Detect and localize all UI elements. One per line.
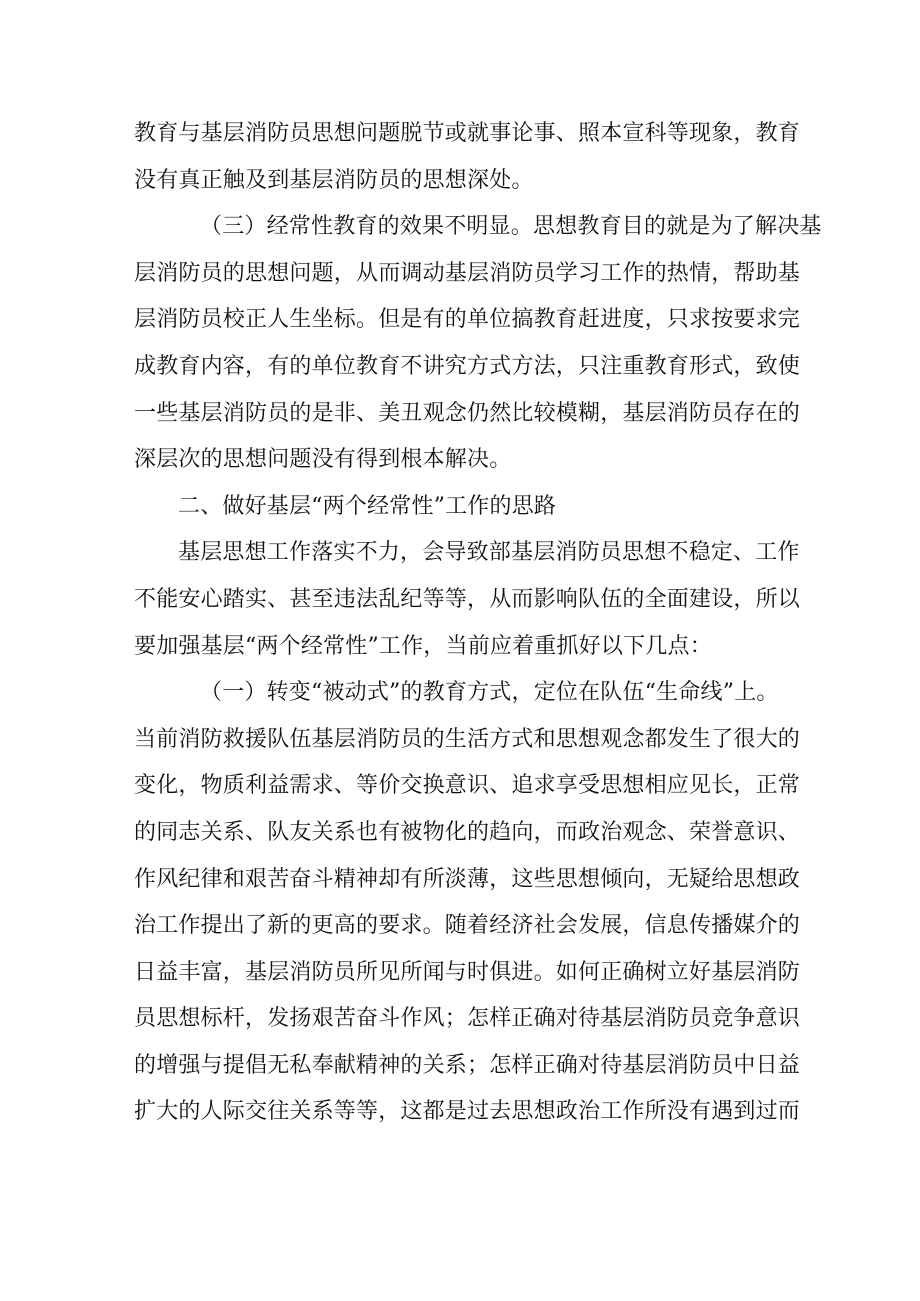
document-body — [134, 111, 822, 1136]
text-line: 作风纪律和艰苦奋斗精神却有所淡薄，这些思想倾向，无疑给思想政 — [134, 866, 801, 892]
text-line: 层消防员的思想问题，从而调动基层消防员学习工作的热情，帮助基 — [134, 260, 801, 286]
text-line: 治工作提出了新的更高的要求。随着经济社会发展，信息传播媒介的 — [134, 913, 801, 939]
text-line: 日益丰富，基层消防员所见所闻与时俱进。如何正确树立好基层消防 — [134, 959, 801, 985]
text-line: 扩大的人际交往关系等等，这都是过去思想政治工作所没有遇到过而 — [134, 1099, 801, 1125]
text-line: 层消防员校正人生坐标。但是有的单位搞教育赶进度，只求按要求完 — [134, 307, 801, 333]
text-line: 变化，物质利益需求、等价交换意识、追求享受思想相应见长，正常 — [134, 773, 801, 799]
text-line: 的增强与提倡无私奉献精神的关系；怎样正确对待基层消防员中日益 — [134, 1052, 801, 1078]
text-line: 不能安心踏实、甚至违法乱纪等等，从而影响队伍的全面建设，所以 — [134, 586, 801, 612]
text-line: 教育与基层消防员思想问题脱节或就事论事、照本宣科等现象，教育 — [134, 121, 801, 146]
text-line: 深层次的思想问题没有得到根本解决。 — [134, 447, 512, 473]
text-line: 一些基层消防员的是非、美丑观念仍然比较模糊，基层消防员存在的 — [134, 400, 801, 426]
text-line: 当前消防救援队伍基层消防员的生活方式和思想观念都发生了很大的 — [134, 726, 801, 752]
text-line: 没有真正触及到基层消防员的思想深处。 — [134, 167, 534, 193]
section-heading-two: 二、做好基层“两个经常性”工作的思路 — [178, 493, 557, 519]
subsection-heading-one: （一）转变“被动式”的教育方式，定位在队伍“生命线”上。 — [200, 680, 779, 706]
text-line: 要加强基层“两个经常性”工作，当前应着重抓好以下几点： — [134, 633, 712, 659]
subsection-heading-three: （三）经常性教育的效果不明显。思想教育目的就是为了解决基 — [200, 214, 822, 240]
text-line: 基层思想工作落实不力，会导致部基层消防员思想不稳定、工作 — [178, 540, 800, 566]
text-line: 成教育内容，有的单位教育不讲究方式方法，只注重教育形式，致使 — [134, 353, 801, 379]
text-line: 的同志关系、队友关系也有被物化的趋向，而政治观念、荣誉意识、 — [134, 819, 801, 845]
text-line: 员思想标杆，发扬艰苦奋斗作风；怎样正确对待基层消防员竞争意识 — [134, 1006, 801, 1032]
